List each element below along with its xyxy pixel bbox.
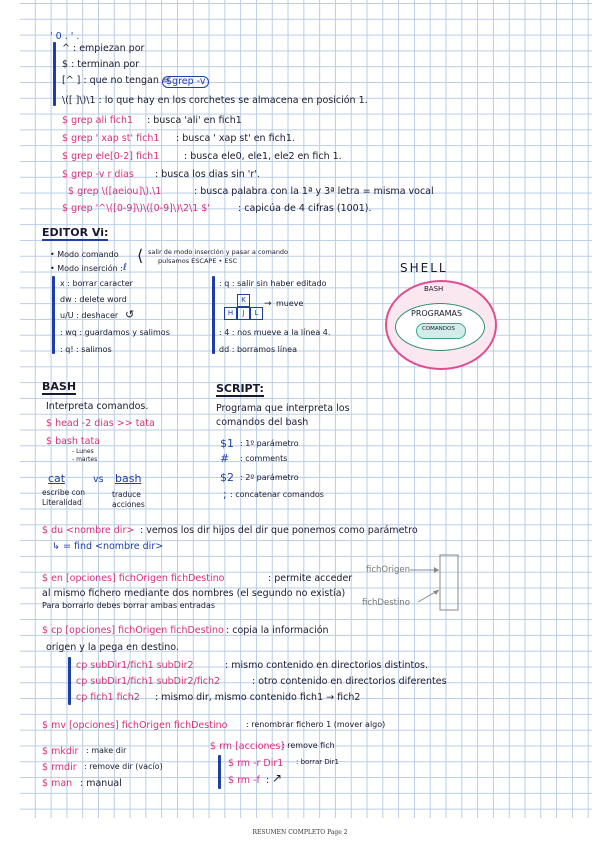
vi-cmd-wq: : wq : guardamos y salimos [60,328,170,337]
brace-glyph: ⟨ [137,246,144,265]
regex-dollar: $ : terminan por [62,59,140,70]
editor-left-bar [52,276,55,354]
script-item-1: : 1º parámetro [240,439,299,448]
grep-example-5: $ grep \([aeiou]\).\1 [68,186,162,197]
bash-desc-1: traduce [112,490,141,499]
script-sym-4: ; [223,488,227,501]
cat-desc-2: Literalidad [42,498,82,507]
grep-desc-1: : busca 'ali' en fich1 [147,115,242,126]
cp-desc-3: : mismo dir, mismo contenido fich1 → fich2 [155,692,361,703]
mkdir-desc: : make dir [86,746,127,755]
vi-cmd-undo: u/U : deshacer [60,311,119,320]
vi-cmd-q: : q : salir sin haber editado [219,279,327,288]
grep-desc-3: : busca ele0, ele1, ele2 en fich 1. [184,151,342,162]
editor-mode-note-1: salir de modo inserción y pasar a comando [148,248,289,256]
man-desc: : manual [80,778,122,789]
bash-example-bash: $ bash tata [46,436,100,447]
vi-cmd-move: mueve [276,299,304,308]
regex-caret: ^ : empiezan por [62,43,145,54]
editor-right-bar [212,276,215,354]
comandos-label: COMANDOS [422,326,455,332]
cat-word: cat [48,472,66,485]
script-sym-1: $1 [220,437,234,450]
grep-example-6: $ grep '^\([0-9]\)\([0-9]\)\2\1 $' [62,203,210,214]
arrow-to-mueve: → [264,299,272,309]
rm-desc: : remove fich [282,741,335,750]
mkdir-command: $ mkdir [42,746,79,757]
rm-r-command: $ rm -r Dir1 [228,758,284,769]
du-command: $ du <nombre dir> [42,525,135,536]
vi-cmd-dd: dd : borramos línea [219,345,297,354]
bash-output-martes: - martes [72,456,98,463]
bash-desc-2: acciones [112,500,145,509]
man-command: $ man [42,778,73,789]
diagram-fich-origen: fichOrigen [366,565,410,575]
bash-output-lunes: - Lunes [72,448,94,455]
regex-negation-cmd: $grep -v [162,76,209,88]
hjkl-keys-icon [224,294,264,324]
cp-example-1: cp subDir1/fich1 subDir2 [76,660,194,671]
diagram-fich-destino: fichDestino [362,598,410,608]
rmdir-command: $ rmdir [42,762,77,773]
cp-command: $ cp [opciones] fichOrigen fichDestino [42,625,224,636]
script-sym-2: # [220,452,230,465]
cp-desc-2: : otro contenido en directorios diferentes [252,676,447,687]
grep-example-4: $ grep -v r dias [62,169,134,180]
editor-vi-heading: EDITOR Vi: [42,226,109,239]
editor-mode-note-2: pulsamos ESCAPE • ESC [158,257,238,265]
bash-desc: Interpreta comandos. [46,401,149,412]
mv-command: $ mv [opciones] fichOrigen fichDestino [42,720,228,731]
vi-cmd-goto-line: : 4 : nos mueve a la línea 4. [219,328,331,337]
script-item-3: : 2º parámetro [240,473,299,482]
bash-example-head: $ head -2 dias >> tata [46,418,155,429]
rm-f-command: $ rm -f [228,775,260,786]
regex-margin-bar [53,42,56,106]
key-h: H [224,307,237,320]
grep-example-2: $ grep ' xap st' fich1 [62,133,160,144]
editor-mode-insert: • Modo inserción : [50,264,123,273]
grep-desc-4: : busca los dias sin 'r'. [155,169,260,180]
grep-desc-6: : capicúa de 4 cifras (1001). [238,203,372,214]
notebook-page [20,0,592,818]
grep-example-1: $ grep ali fich1 [62,115,134,126]
vi-cmd-qbang: : q! : salimos [60,345,112,354]
en-line-3: Para borrarlo debes borrar ambas entradas [42,601,216,610]
bash-ring-label: BASH [424,285,444,293]
bash-heading: BASH [42,380,77,393]
cp-desc: : copia la información [226,625,329,636]
key-k: K [237,294,250,307]
cp-examples-bar [68,657,71,705]
rm-options-bar [218,755,221,789]
rm-r-desc: : borrar Dir1 [296,758,340,766]
script-item-4: : concatenar comandos [230,490,324,499]
undo-arrow-icon: ↺ [125,308,135,321]
key-l: L [250,307,263,320]
regex-negation: [^ ] : que no tengan = [62,75,170,86]
vi-cmd-dw: dw : delete word [60,295,127,304]
page-footer: RESUMEN COMPLETO Page 2 [252,829,348,836]
regex-backref: \([ ]\)\1 : lo que hay en los corchetes se almacena en posición 1. [62,95,368,106]
rm-f-arrow: ↗ [272,771,283,785]
en-line-2: al mismo fichero mediante dos nombres (el segundo no existía) [42,588,346,599]
cp-desc-1: : mismo contenido en directorios distintos. [225,660,428,671]
script-sym-3: $2 [220,471,234,484]
rmdir-desc: : remove dir (vacío) [84,762,163,771]
du-desc: : vemos los dir hijos del dir que ponemos como parámetro [140,525,418,536]
script-desc-2: comandos del bash [216,417,309,428]
en-command: $ en [opciones] fichOrigen fichDestino [42,573,225,584]
rm-f-desc: : [266,775,270,786]
script-heading: SCRIPT: [216,382,264,395]
programas-label: PROGRAMAS [411,309,463,318]
shell-label: SHELL [400,261,448,275]
cp-example-3: cp fich1 fich2 [76,692,140,703]
grep-example-3: $ grep ele[0-2] fich1 [62,151,160,162]
grep-desc-2: : busca ' xap st' en fich1. [176,133,295,144]
script-desc-1: Programa que interpreta los [216,403,350,414]
cp-line-2: origen y la pega en destino. [46,642,179,653]
mv-desc: : renombrar fichero 1 (mover algo) [246,720,386,729]
editor-mode-command: • Modo comando [50,250,119,259]
grep-desc-5: : busca palabra con la 1ª y 3ª letra = misma vocal [194,186,434,197]
rm-command: $ rm [acciones] [210,741,285,752]
script-item-2: : comments [240,454,288,463]
vi-cmd-x: x : borrar caracter [60,279,133,288]
bash-word: bash [115,472,142,485]
en-desc: : permite acceder [268,573,353,584]
key-j: J [237,307,250,320]
vs-word: vs [93,474,104,485]
insert-key-glyph: ℓ [123,262,127,273]
du-alt: ↳ = find <nombre dir> [52,541,164,552]
cp-example-2: cp subDir1/fich1 subDir2/fich2 [76,676,221,687]
cat-desc-1: escribe con [42,488,86,497]
regex-top-fragment: ' 0 . ' . [50,31,80,42]
link-diagram [408,550,462,616]
